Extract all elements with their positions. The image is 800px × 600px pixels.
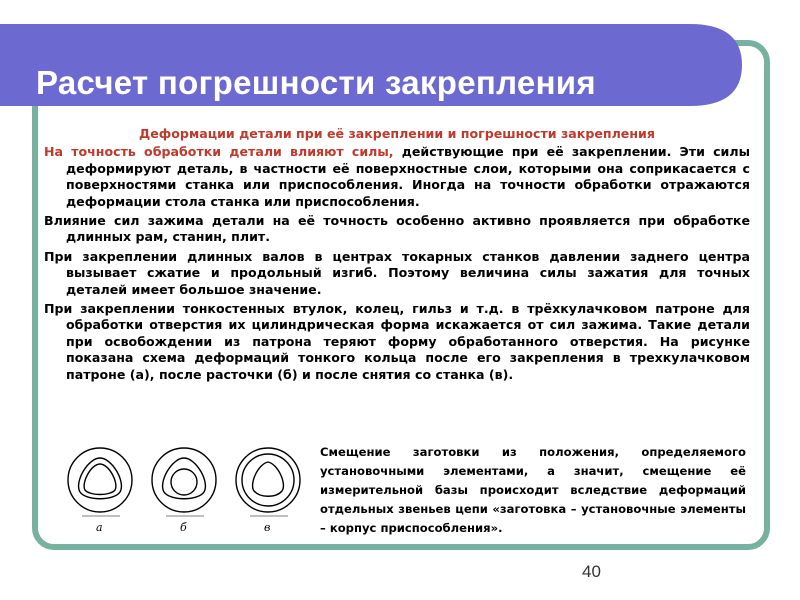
slide-subtitle: Деформации детали при её закреплении и погрешности закрепления <box>139 126 655 141</box>
paragraph-1-lead: На точность обработки детали влияют силы, <box>44 144 394 160</box>
slide-title: Расчет погрешности закрепления <box>36 64 596 101</box>
figure-label-b: б <box>180 521 187 534</box>
figure-note: Смещение заготовки из положения, определяемого установочными элементами, а значит, смещение её измерительной базы происходит вследствие деформаций отдельных звеньев цепи «заготовка – установочные элементы – корпус приспособления». <box>320 445 746 535</box>
page-number: 40 <box>582 562 601 581</box>
paragraph-4: При закреплении тонкостенных втулок, колец, гильз и т.д. в трёхкулачковом патроне для обработки отверстия их цилиндрическая форма искажается от сил зажима. Такие детали при освобождении из патрона теряют форму обработанного отверстия. На рисунке показана схема деформаций тонкого кольца после его закрепления в трехкулачковом патроне (а), после расточки (б) и после снятия со станка (в). <box>44 301 750 382</box>
paragraph-2: Влияние сил зажима детали на её точность особенно активно проявляется при обработке длинных рам, станин, плит. <box>44 213 750 245</box>
slide-content <box>44 126 750 386</box>
figure-label-a: а <box>96 521 103 534</box>
paragraph-1-text: действующие при её закреплении. Эти силы деформируют деталь, в частности её поверхностные слои, которыми она соприкасается с поверхностями станка или приспособления. Иногда на точности обработки отражаются деформации стола станка или приспособления. <box>66 144 750 209</box>
figure-label-v: в <box>264 521 271 534</box>
ring-deformation-figure <box>60 438 304 538</box>
title-banner <box>0 22 742 108</box>
paragraph-3: При закреплении длинных валов в центрах токарных станков давлении заднего центра вызывает сжатие и продольный изгиб. Поэтому величина силы зажатия для точных деталей имеет большое значение. <box>44 248 750 297</box>
paragraph-1 <box>44 144 750 210</box>
